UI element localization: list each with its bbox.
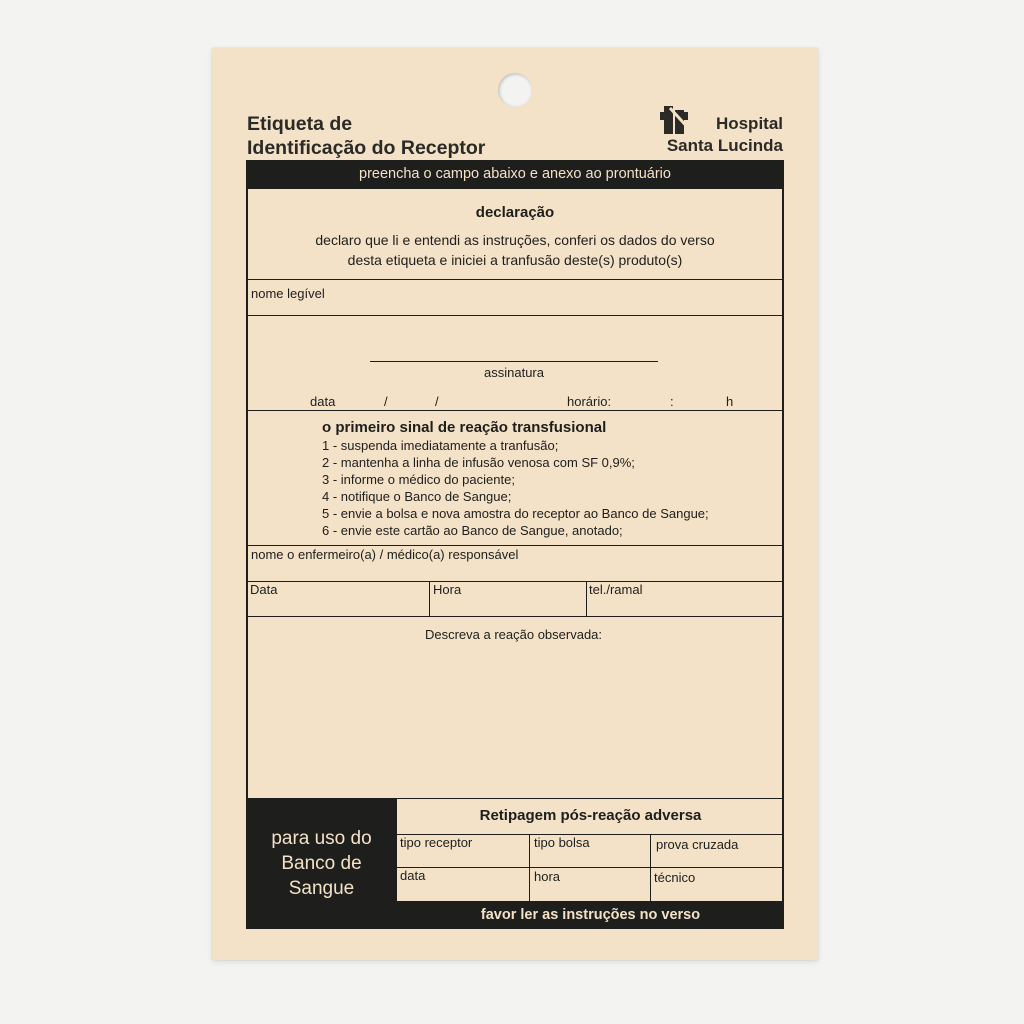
divider	[397, 798, 784, 799]
reaction-step: 2 - mantenha a linha de infusão venosa com SF 0,9%;	[322, 455, 635, 470]
nome-legivel-label: nome legível	[251, 286, 325, 301]
divider	[246, 315, 784, 316]
tag-title	[247, 112, 485, 160]
reaction-steps	[322, 437, 709, 539]
hospital-name-line1: Hospital	[715, 114, 783, 133]
date-slash: /	[384, 394, 388, 409]
tecnico-label: técnico	[654, 870, 696, 885]
enfermeiro-label: nome o enfermeiro(a) / médico(a) responsável	[251, 547, 519, 562]
blood-bank-line3: Sangue	[288, 878, 355, 899]
blood-bank-line2: Banco de	[281, 853, 362, 874]
data-label: data	[310, 394, 336, 409]
tag-punch-hole	[498, 73, 532, 107]
divider	[586, 581, 587, 616]
tag-title-line2: Identificação do Receptor	[247, 137, 486, 159]
top-instruction-bar: preencha o campo abaixo e anexo ao prontuário	[246, 160, 784, 189]
reaction-step: 1 - suspenda imediatamente a tranfusão;	[322, 438, 559, 453]
reaction-step: 4 - notifique o Banco de Sangue;	[322, 489, 512, 504]
reaction-heading: o primeiro sinal de reação transfusional	[322, 419, 607, 436]
divider	[246, 581, 784, 582]
retipagem-heading: Retipagem pós-reação adversa	[479, 807, 702, 824]
declaration-text-line2: desta etiqueta e iniciei a tranfusão deste(s) produto(s)	[347, 252, 683, 268]
reaction-step: 6 - envie este cartão ao Banco de Sangue, anotado;	[322, 523, 623, 538]
tag-title-line1: Etiqueta de	[247, 113, 353, 135]
hour-suffix: h	[726, 394, 734, 409]
blood-bank-block	[246, 798, 397, 929]
hospital-name-line2: Santa Lucinda	[666, 136, 783, 155]
bottom-instruction-bar: favor ler as instruções no verso	[397, 901, 784, 929]
tipo-receptor-label: tipo receptor	[400, 835, 473, 850]
assinatura-label: assinatura	[484, 365, 544, 380]
date-slash: /	[435, 394, 439, 409]
declaration-heading: declaração	[475, 204, 555, 221]
time-colon: :	[670, 394, 674, 409]
tipo-bolsa-label: tipo bolsa	[534, 835, 590, 850]
prova-cruzada-label: prova cruzada	[656, 837, 739, 852]
data-field-label: Data	[250, 582, 278, 597]
tel-field-label: tel./ramal	[589, 582, 643, 597]
divider	[397, 867, 784, 868]
horario-label: horário:	[567, 394, 612, 409]
divider	[246, 616, 784, 617]
divider	[429, 581, 430, 616]
divider	[246, 410, 784, 411]
hora-field-label: Hora	[433, 582, 462, 597]
divider	[246, 279, 784, 280]
descreva-label: Descreva a reação observada:	[424, 627, 603, 642]
divider	[246, 545, 784, 546]
blood-bank-line1: para uso do	[271, 828, 372, 849]
hospital-name	[662, 113, 783, 157]
reaction-step: 5 - envie a bolsa e nova amostra do receptor ao Banco de Sangue;	[322, 506, 709, 521]
signature-line[interactable]	[370, 361, 658, 362]
declaration-text-line1: declaro que li e entendi as instruções, conferi os dados do verso	[315, 232, 715, 248]
reaction-step: 3 - informe o médico do paciente;	[322, 472, 515, 487]
hora-bank-label: hora	[534, 869, 561, 884]
data-bank-label: data	[400, 868, 426, 883]
